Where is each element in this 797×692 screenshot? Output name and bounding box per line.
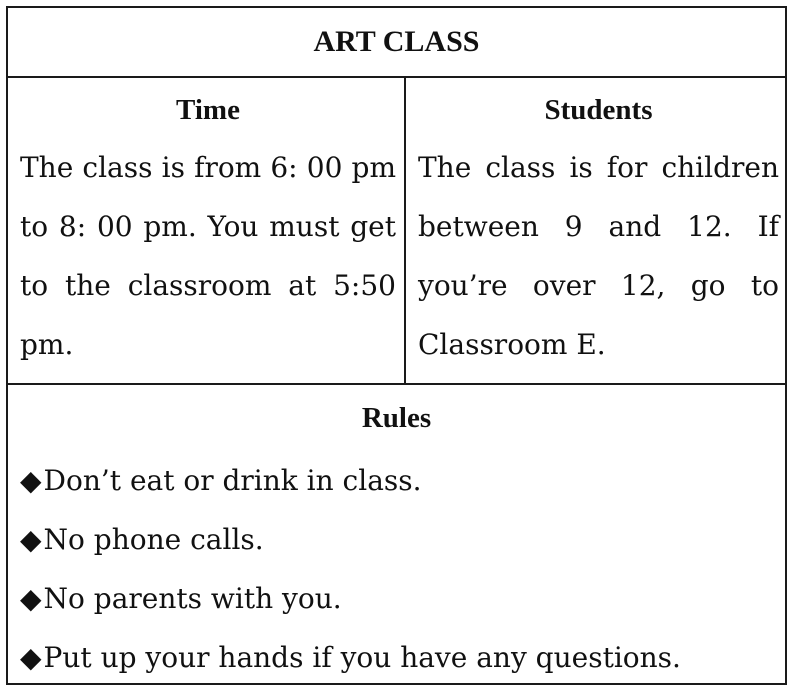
- time-heading: Time: [176, 93, 240, 126]
- diamond-bullet-icon: ◆: [20, 582, 42, 615]
- rule-item: [20, 628, 785, 687]
- students-heading: Students: [544, 93, 653, 126]
- diamond-bullet-icon: ◆: [20, 523, 42, 556]
- diamond-bullet-icon: ◆: [20, 464, 42, 497]
- students-text: The class is for children between 9 and 12. If you’re over 12, go to Classroom E.: [418, 151, 779, 361]
- rules-heading: Rules: [361, 401, 432, 434]
- rule-item: [20, 510, 785, 569]
- time-section: [8, 78, 406, 383]
- students-section: [406, 78, 785, 383]
- info-row: [8, 78, 785, 385]
- rule-text: Don’t eat or drink in class.: [43, 464, 422, 497]
- rule-text: No phone calls.: [43, 523, 264, 556]
- rule-item: [20, 451, 785, 510]
- rule-text: No parents with you.: [43, 582, 342, 615]
- diamond-bullet-icon: ◆: [20, 641, 42, 674]
- time-text: The class is from 6: 00 pm to 8: 00 pm. You must get to the classroom at 5:50 pm.: [20, 151, 396, 361]
- rule-text: Put up your hands if you have any questions.: [43, 641, 681, 674]
- rules-section: [8, 385, 785, 683]
- rule-item: [20, 569, 785, 628]
- art-class-notice: [6, 6, 787, 685]
- notice-title: ART CLASS: [8, 8, 785, 78]
